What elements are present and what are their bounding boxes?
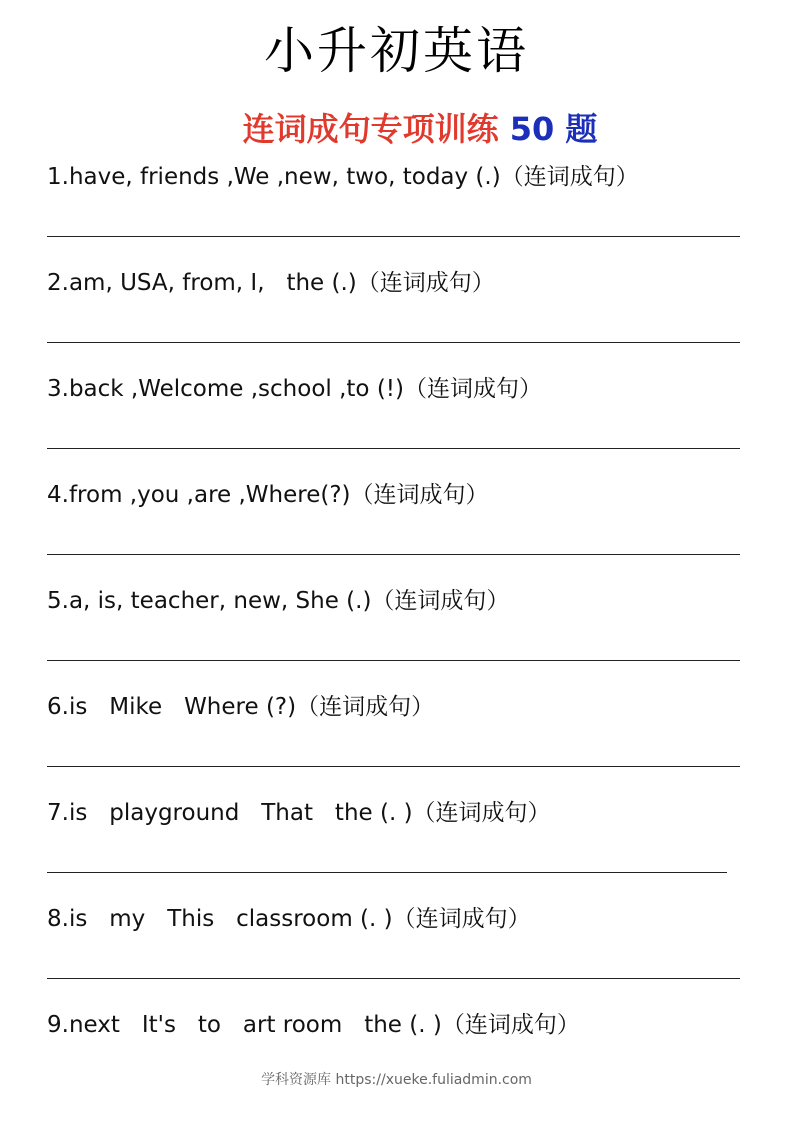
footer-watermark: 学科资源库 https://xueke.fuliadmin.com	[261, 1072, 532, 1088]
question-7: 7.is playground That the (. )（连词成句）	[47, 800, 551, 826]
answer-line-1[interactable]	[47, 236, 740, 237]
question-1: 1.have, friends ,We ,new, two, today (.)（连词成句）	[47, 164, 639, 190]
page-title: 小升初英语	[264, 22, 529, 80]
question-5: 5.a, is, teacher, new, She (.)（连词成句）	[47, 588, 510, 614]
question-6: 6.is Mike Where (?)（连词成句）	[47, 694, 435, 720]
question-2: 2.am, USA, from, I, the (.)（连词成句）	[47, 270, 495, 296]
answer-line-4[interactable]	[47, 554, 740, 555]
answer-line-2[interactable]	[47, 342, 740, 343]
question-8: 8.is my This classroom (. )（连词成句）	[47, 906, 531, 932]
question-9: 9.next It's to art room the (. )（连词成句）	[47, 1012, 580, 1038]
answer-line-3[interactable]	[47, 448, 740, 449]
answer-line-5[interactable]	[47, 660, 740, 661]
question-4: 4.from ,you ,are ,Where(?)（连词成句）	[47, 482, 489, 508]
worksheet-subtitle	[0, 106, 793, 152]
question-3: 3.back ,Welcome ,school ,to (!)（连词成句）	[47, 376, 542, 402]
answer-line-6[interactable]	[47, 766, 740, 767]
answer-line-8[interactable]	[47, 978, 740, 979]
subtitle-count: 50 题	[509, 110, 598, 148]
answer-line-7[interactable]	[47, 872, 727, 873]
subtitle-topic: 连词成句专项训练	[242, 110, 499, 148]
